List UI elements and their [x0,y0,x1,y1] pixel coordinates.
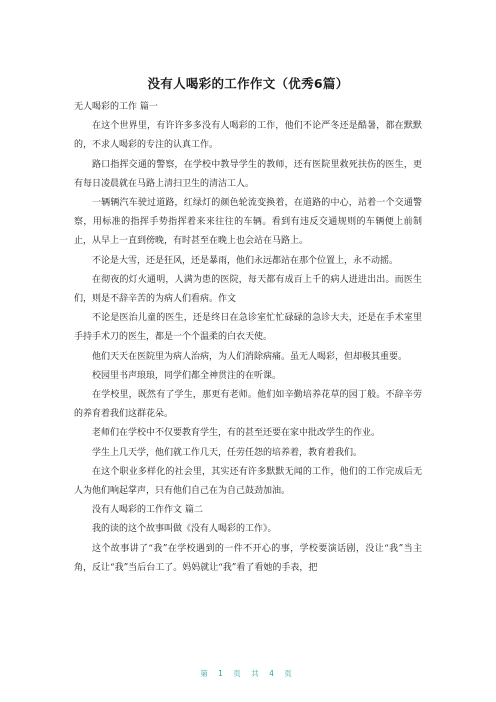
paragraph: 在学校里，既然有了学生，那更有老师。他们如辛勤培养花草的园丁般。不辞辛劳的养育着我们这群花朵。 [74,390,422,420]
paragraph: 一辆辆汽车驶过道路，红绿灯的颜色轮流变换着，在道路的中心，站着一个交通警察，用标准的指挥手势指挥着来来往往的车辆。看到有违反交通规则的车辆便上前制止，从早上一直到傍晚，有时甚至在晚上也会站在马路上。 [74,198,422,247]
paragraph: 在这个世界里，有许许多多没有人喝彩的工作，他们不论严冬还是酷暑，都在默默的，不求人喝彩的专注的认真工作。 [74,121,422,151]
paragraph: 我的读的这个故事叫做《没有人喝彩的工作》。 [92,524,277,535]
page-number-footer: 第 1 页 共 4 页 [200,669,296,678]
document-title: 没有人喝彩的工作作文（优秀6篇） [147,76,349,91]
paragraph: 在彻夜的灯火通明，人满为患的医院，每天都有成百上千的病人进进出出。而医生们，则是不辞辛苦的为病人们看病。作文 [74,274,422,305]
paragraph: 他们天天在医院里为病人治病，为人们消除病痛。虽无人喝彩，但却极其重要。 [92,351,408,362]
section-heading: 没有人喝彩的工作作文 篇二 [92,505,203,516]
paragraph: 在这个职业多样化的社会里，其实还有许多默默无闻的工作，他们的工作完成后无人为他们响起掌声，只有他们自己在为自己鼓劲加油。 [74,466,422,497]
document-body [74,98,422,578]
section-heading: 无人喝彩的工作 篇一 [74,102,158,112]
paragraph: 校园里书声琅琅，同学们都全神贯注的在听课。 [92,370,282,381]
paragraph: 路口指挥交通的警察，在学校中教导学生的教师，还有医院里救死扶伤的医生，更有每日凌晨就在马路上清扫卫生的清洁工人。 [74,159,422,189]
paragraph: 学生上几天学，他们就工作几天，任劳任怨的培养着，教育着我们。 [92,447,363,458]
paragraph: 不论是医治儿童的医生，还是终日在急诊室忙忙碌碌的急诊大夫，还是在手术室里手持手术刀的医生，都是一个个温柔的白衣天使。 [74,313,422,343]
paragraph: 老师们在学校中不仅要教育学生，有的甚至还要在家中批改学生的作业。 [92,428,381,439]
paragraph: 这个故事讲了“我”在学校遇到的一件不开心的事，学校要演话剧，没让“我”当主角，反让“我”当后台工了。妈妈就让“我”看了看她的手表，把 [74,543,422,573]
paragraph: 不论是大雪，还是狂风，还是暴雨，他们永远都站在那个位置上，永不动摇。 [92,255,399,266]
